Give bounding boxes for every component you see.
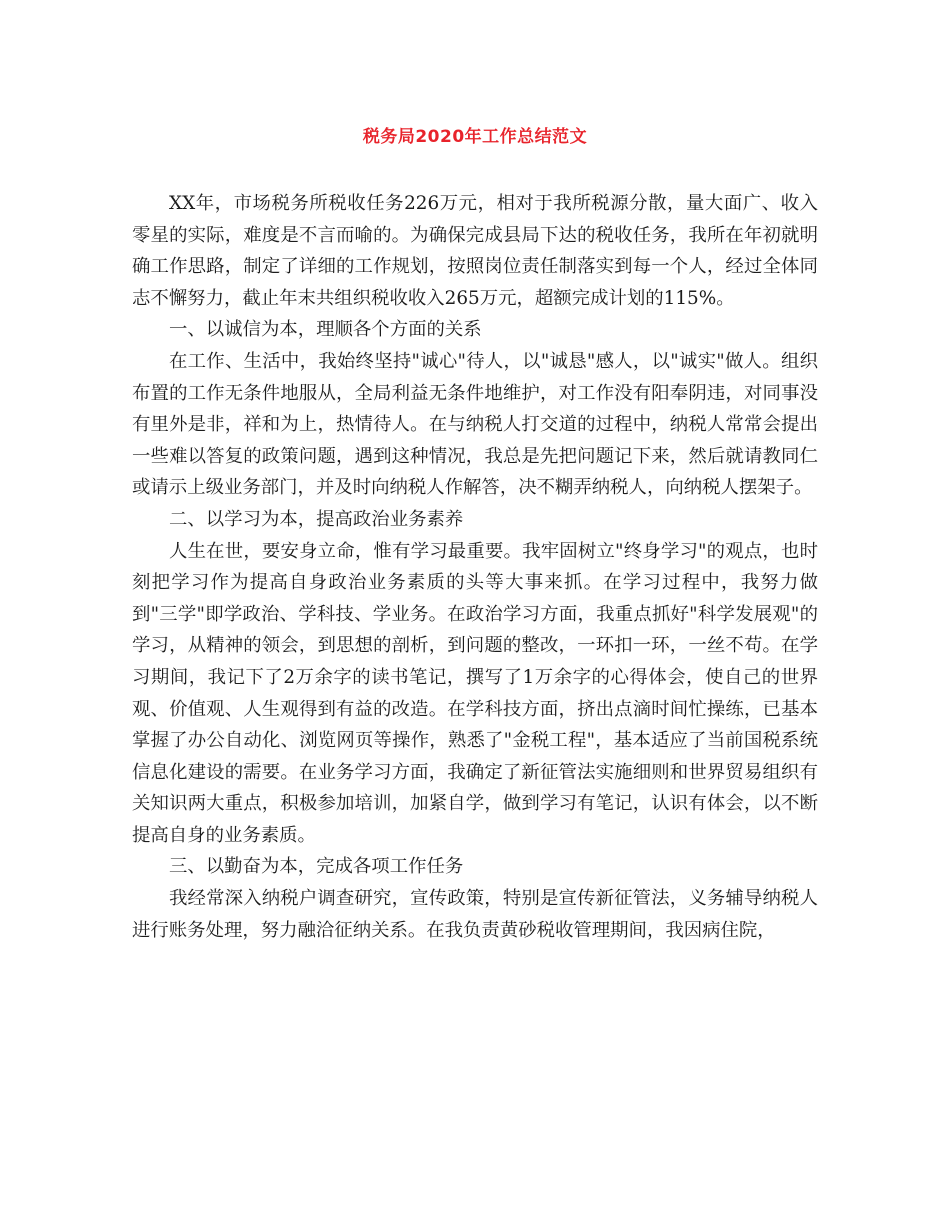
paragraph-learning: 人生在世，要安身立命，惟有学习最重要。我牢固树立"终身学习"的观点，也时刻把学习作为提高自身政治业务素质的头等大事来抓。在学习过程中，我努力做到"三学"即学政治、学科技、学业务。在政治学习方面，我重点抓好"科学发展观"的学习，从精神的领会，到思想的剖析，到问题的整改，一环扣一环，一丝不苟。在学习期间，我记下了2万余字的读书笔记，撰写了1万余字的心得体会，使自己的世界观、价值观、人生观得到有益的改造。在学科技方面，挤出点滴时间忙操练，已基本掌握了办公自动化、浏览网页等操作，熟悉了"金税工程"，基本适应了当前国税系统信息化建设的需要。在业务学习方面，我确定了新征管法实施细则和世界贸易组织有关知识两大重点，积极参加培训，加紧自学，做到学习有笔记，认识有体会，以不断提高自身的业务素质。 bbox=[132, 540, 818, 846]
paragraph-intro: XX年，市场税务所税收任务226万元，相对于我所税源分散，量大面广、收入零星的实际，难度是不言而喻的。为确保完成县局下达的税收任务，我所在年初就明确工作思路，制定了详细的工作规划，按照岗位责任制落实到每一个人，经过全体同志不懈努力，截止年末共组织税收收入265万元，超额完成计划的115%。 bbox=[132, 193, 818, 309]
section-heading-1: 一、以诚信为本，理顺各个方面的关系 bbox=[169, 319, 482, 341]
section-heading-2: 二、以学习为本，提高政治业务素养 bbox=[169, 508, 464, 530]
paragraph-diligence: 我经常深入纳税户调查研究，宣传政策，特别是宣传新征管法，义务辅导纳税人进行账务处理，努力融洽征纳关系。在我负责黄砂税收管理期间，我因病住院， bbox=[132, 888, 818, 941]
section-heading-3: 三、以勤奋为本，完成各项工作任务 bbox=[169, 856, 464, 878]
document-body bbox=[132, 188, 818, 946]
paragraph-integrity: 在工作、生活中，我始终坚持"诚心"待人，以"诚恳"感人，以"诚实"做人。组织布置的工作无条件地服从，全局利益无条件地维护，对工作没有阳奉阴违，对同事没有里外是非，祥和为上，热情待人。在与纳税人打交道的过程中，纳税人常常会提出一些难以答复的政策问题，遇到这种情况，我总是先把问题记下来，然后就请教同仁或请示上级业务部门，并及时向纳税人作解答，决不糊弄纳税人，向纳税人摆架子。 bbox=[132, 350, 818, 499]
document-title: 税务局2020年工作总结范文 bbox=[362, 127, 588, 147]
